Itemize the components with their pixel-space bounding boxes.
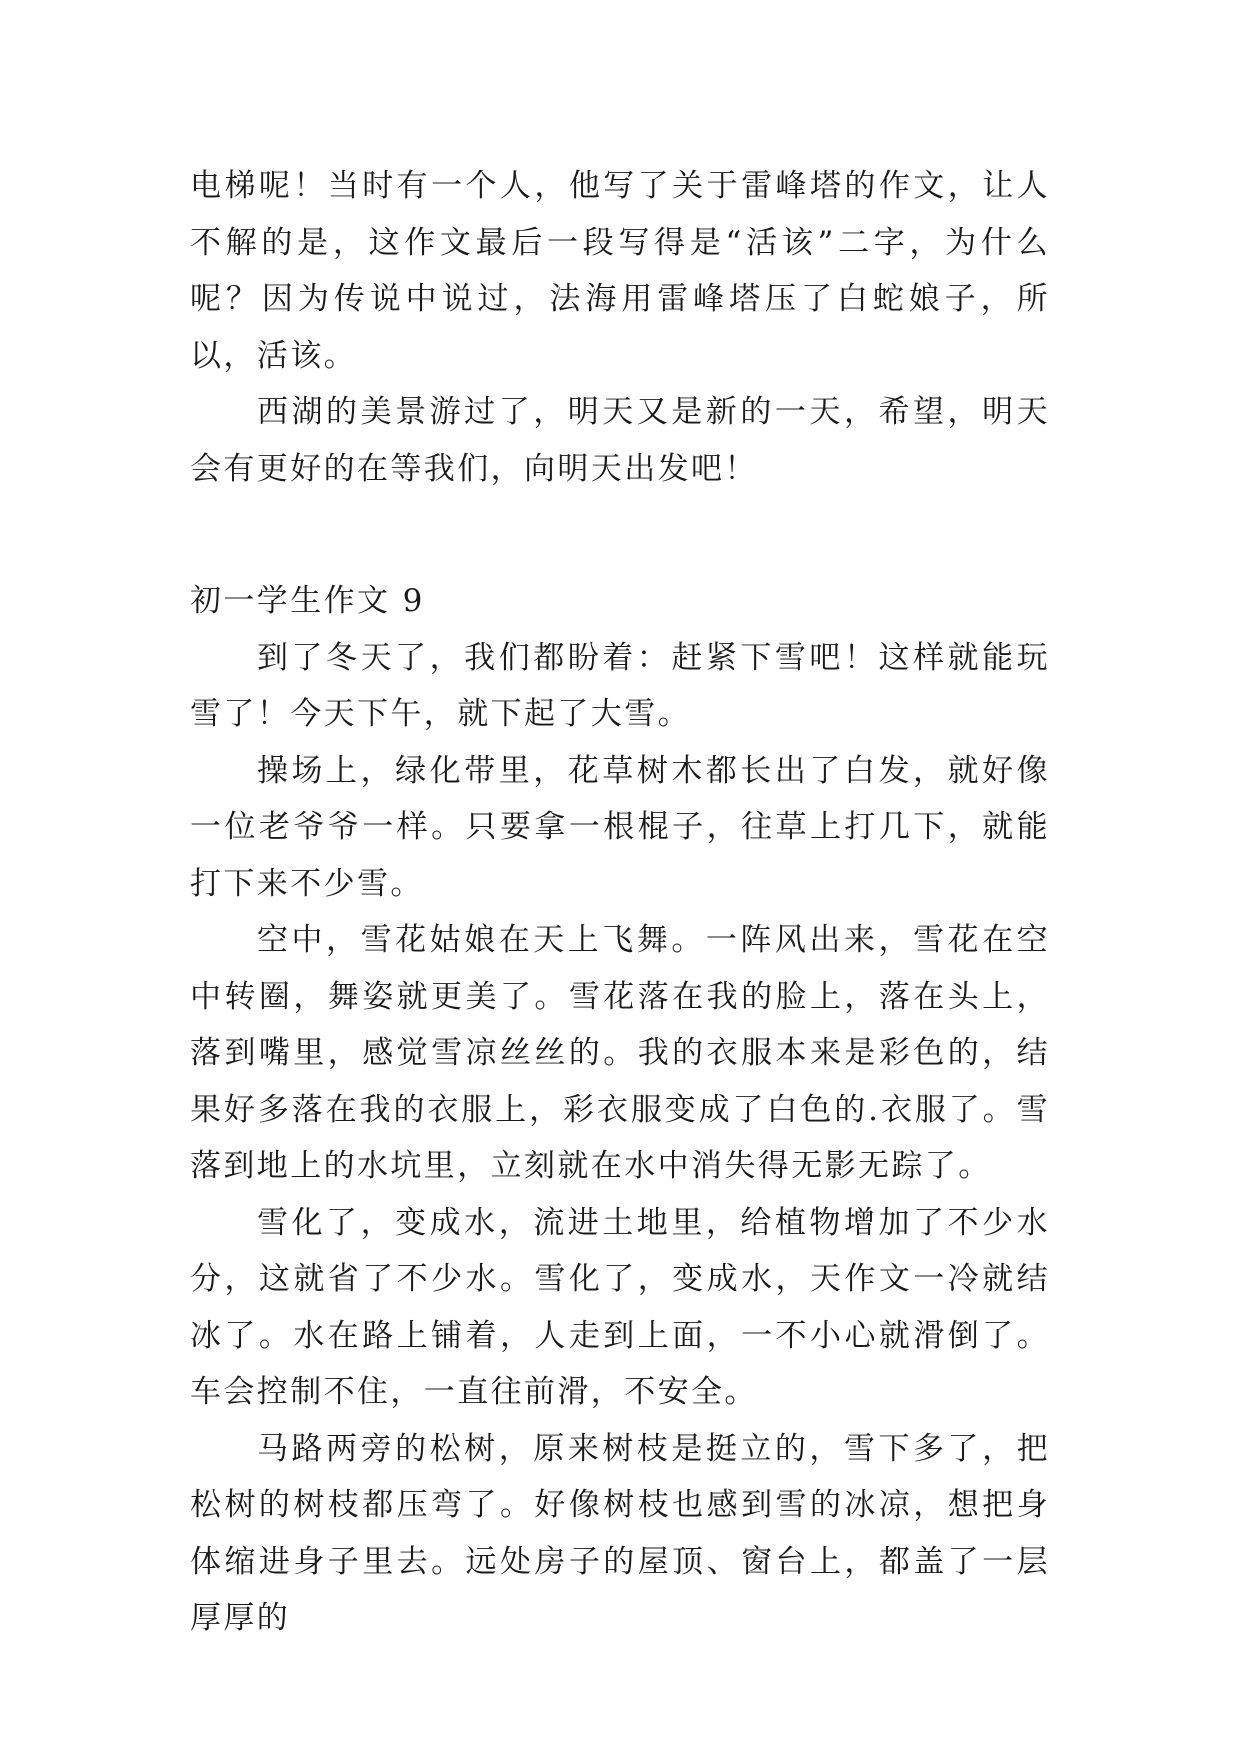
paragraph: 到了冬天了，我们都盼着：赶紧下雪吧！这样就能玩雪了！今天下午，就下起了大雪。 bbox=[190, 639, 1050, 732]
section-gap bbox=[190, 497, 1050, 573]
paragraph-continuation: 电梯呢！当时有一个人，他写了关于雷峰塔的作文，让人不解的是，这作文最后一段写得是“活该”二字，为什么呢？因为传说中说过，法海用雷峰塔压了白蛇娘子，所以，活该。 bbox=[190, 168, 1050, 374]
document-body bbox=[190, 158, 1050, 1647]
paragraph: 操场上，绿化带里，花草树木都长出了白发，就好像一位老爷爷一样。只要拿一根棍子，往草上打几下，就能打下来不少雪。 bbox=[190, 752, 1050, 902]
section-title: 初一学生作文 9 bbox=[190, 583, 425, 619]
paragraph: 雪化了，变成水，流进土地里，给植物增加了不少水分，这就省了不少水。雪化了，变成水，天作文一冷就结冰了。水在路上铺着，人走到上面，一不小心就滑倒了。车会控制不住，一直往前滑，不安全。 bbox=[190, 1204, 1050, 1410]
paragraph: 空中，雪花姑娘在天上飞舞。一阵风出来，雪花在空中转圈，舞姿就更美了。雪花落在我的脸上，落在头上，落到嘴里，感觉雪凉丝丝的。我的衣服本来是彩色的，结果好多落在我的衣服上，彩衣服变成了白色的.衣服了。雪落到地上的水坑里，立刻就在水中消失得无影无踪了。 bbox=[190, 922, 1050, 1184]
paragraph: 马路两旁的松树，原来树枝是挺立的，雪下多了，把松树的树枝都压弯了。好像树枝也感到雪的冰凉，想把身体缩进身子里去。远处房子的屋顶、窗台上，都盖了一层厚厚的 bbox=[190, 1430, 1050, 1636]
paragraph-westlake-ending: 西湖的美景游过了，明天又是新的一天，希望，明天会有更好的在等我们，向明天出发吧！ bbox=[190, 394, 1050, 487]
